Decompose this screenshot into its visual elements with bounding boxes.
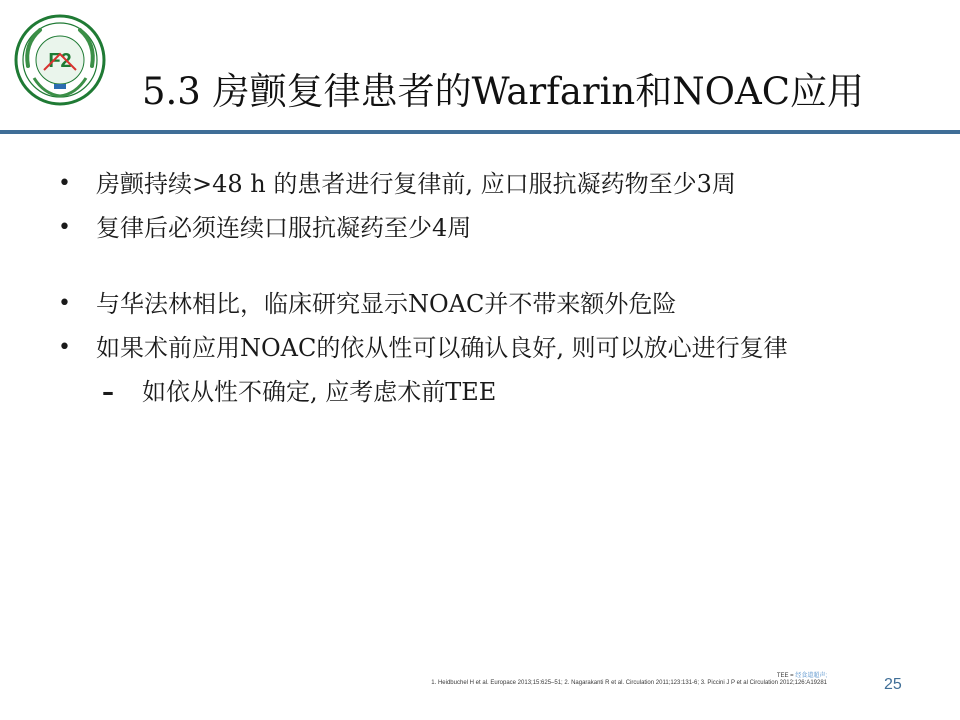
university-emblem-icon (14, 14, 106, 106)
abbreviation-meaning: 经食道超声; (795, 673, 827, 679)
logo-text: F2 (48, 50, 72, 72)
title-divider (0, 130, 960, 134)
abbreviation-term: TEE = (776, 673, 796, 679)
page-number: 25 (884, 676, 902, 693)
abbreviation-note (777, 670, 827, 679)
bullet-item: • 房颤持续>48 h 的患者进行复律前, 应口服抗凝药物至少3周 (52, 168, 912, 200)
references: 1. Heidbuchel H et al. Europace 2013;15:625–51; 2. Nagarakanti R et al. Circulation 2011;123:131-6; 3. Piccini J P et al Circulation 2012;126:A19281 (431, 680, 827, 686)
bullet-list (52, 168, 912, 408)
slide-title: 5.3 房颤复律患者的Warfarin和NOAC应用 (142, 70, 865, 113)
bullet-item: • 如果术前应用NOAC的依从性可以确认良好, 则可以放心进行复律 (52, 332, 912, 364)
bullet-item: • 复律后必须连续口服抗凝药至少4周 (52, 212, 912, 244)
bullet-item: • 与华法林相比，临床研究显示NOAC并不带来额外危险 (52, 288, 912, 320)
sub-bullet-item: – 如依从性不确定, 应考虑术前TEE (52, 376, 912, 408)
